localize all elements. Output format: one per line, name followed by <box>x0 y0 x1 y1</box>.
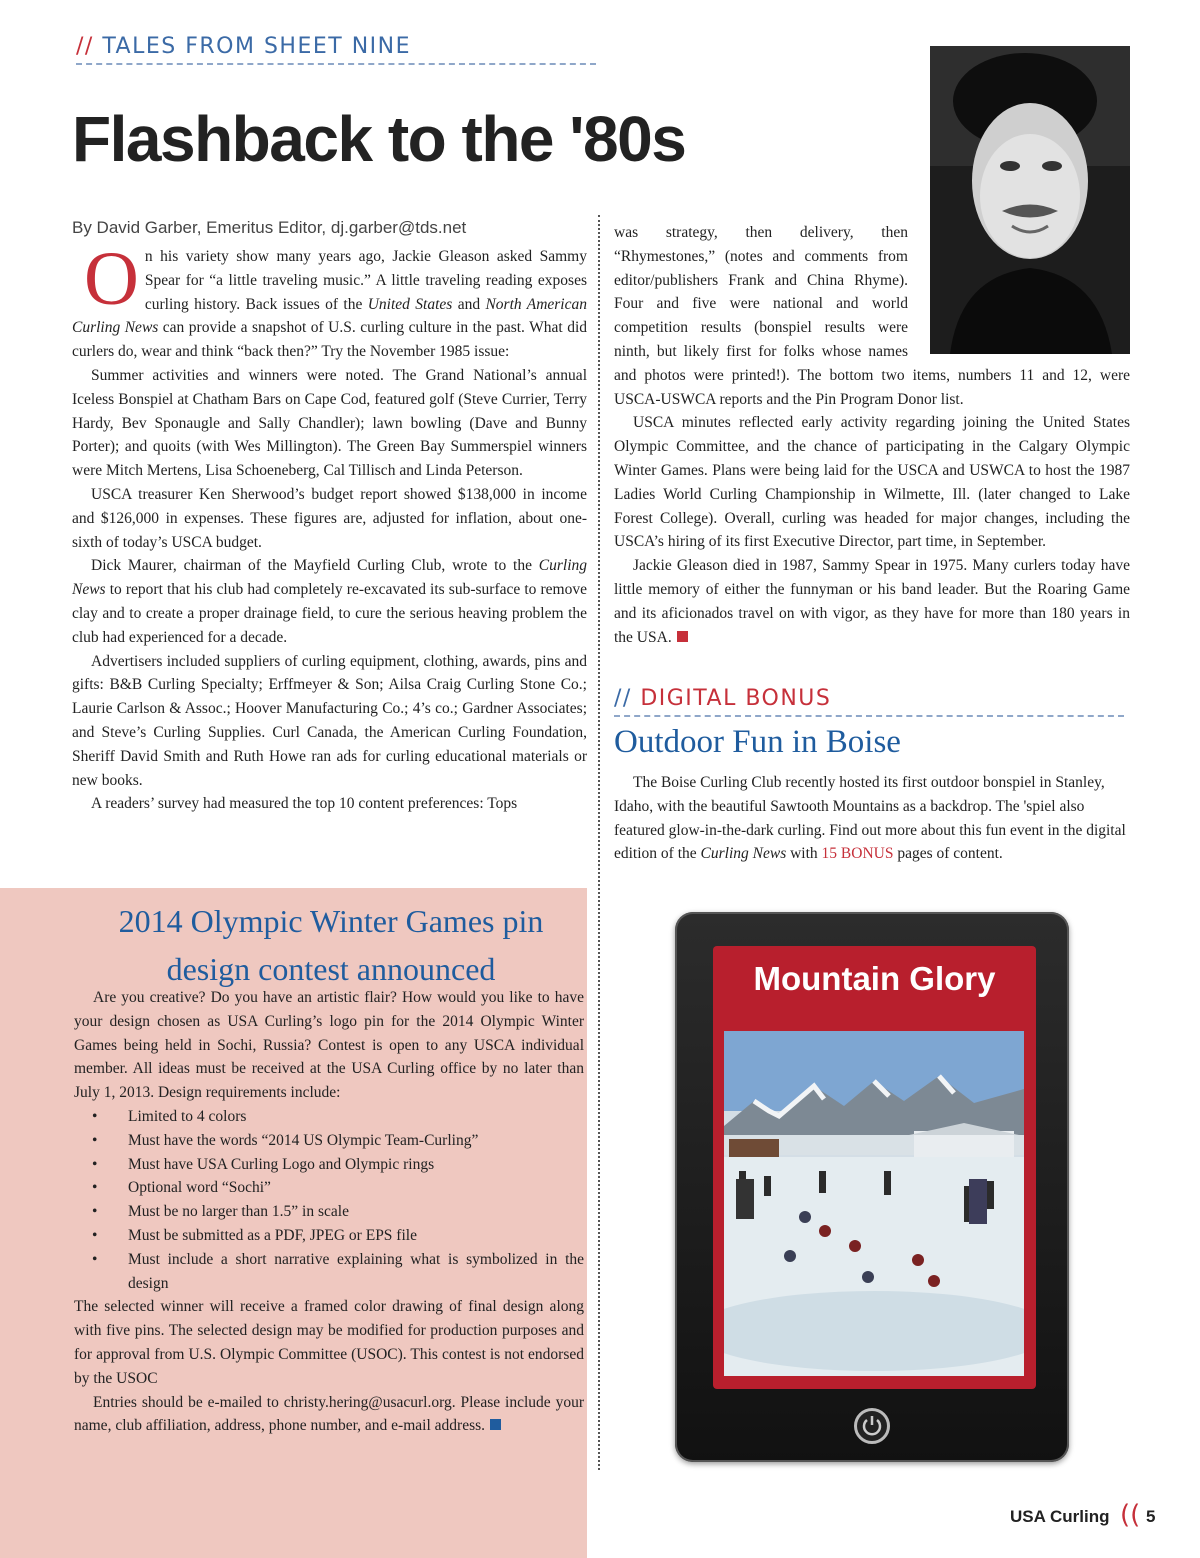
article-paragraph: Advertisers included suppliers of curling equipment, clothing, awards, pins and gifts: B&B Curling Specialty; Erffmeyer & Son; Ailsa Craig Curling Stone Co.; Laurie Carlson & Assoc.; Hoover Manufacturing Co.; 4’s co.; Gardner Associates; and Steve’s Curling Supplies. Curl Canada, the American Curling Foundation, Sheriff David Smith and Ruth Howe ran ads for curling educational materials or new books. <box>72 652 587 789</box>
byline: By David Garber, Emeritus Editor, dj.garber@tds.net <box>72 218 467 237</box>
headline: Flashback to the '80s <box>72 103 686 175</box>
list-item: • Must be no larger than 1.5” in scale <box>74 1200 584 1224</box>
bonus-kicker <box>614 686 1124 717</box>
bonus-link[interactable]: 15 BONUS <box>821 845 894 863</box>
article-paragraph: Jackie Gleason died in 1987, Sammy Spear in 1975. Many curlers today have little memory of either the funnyman or his band leader. But the Roaring Game and its aficionados travel on with vigor, as they have for more than 180 years in the USA. <box>614 557 1130 646</box>
sidebar-paragraph: Are you creative? Do you have an artistic flair? How would you like to have your design chosen as USA Curling’s logo pin for the 2014 Olympic Winter Games being held in Sochi, Russia? Contest is open to any USCA individual member. All ideas must be received at the USA Curling office by no later than July 1, 2013. Design requirements include: <box>74 989 584 1102</box>
tablet-screen-title: Mountain Glory <box>753 960 996 997</box>
kicker-label: TALES FROM SHEET NINE <box>102 34 411 59</box>
article-column-2 <box>614 221 1130 649</box>
curling-photo <box>724 1031 1024 1376</box>
list-item: • Must be submitted as a PDF, JPEG or EPS file <box>74 1224 584 1248</box>
list-item: • Must include a short narrative explaining what is symbolized in the design <box>74 1248 584 1296</box>
article-paragraph: On his variety show many years ago, Jackie Gleason asked Sammy Spear for “a little traveling music.” A little traveling reading exposes curling history. Back issues of the United States and North American Curling News can provide a snapshot of U.S. curling culture in the past. What did curlers do, wear and think “back then?” Try the November 1985 issue: <box>72 237 587 361</box>
article-paragraph: USCA minutes reflected early activity regarding joining the United States Olympic Committee, and the chance of participating in the Calgary Olympic Winter Games. Plans were being laid for the USCA and USWCA to host the 1987 Ladies World Curling Championship in Wilmette, Ill. (later changed to Lake Forest College). Overall, curling was headed for major changes, including the USCA’s hiring of its first Executive Director, part time, in September. <box>614 414 1130 551</box>
article-paragraph: A readers’ survey had measured the top 10 content preferences: Tops <box>91 795 518 813</box>
requirements-list <box>74 1105 584 1295</box>
kicker-label: DIGITAL BONUS <box>640 686 832 711</box>
article-column-1 <box>72 237 587 816</box>
article-paragraph: USCA treasurer Ken Sherwood’s budget report showed $138,000 in income and $126,000 in expenses. These figures are, adjusted for inflation, about one-sixth of today’s USCA budget. <box>72 485 587 551</box>
list-item: • Must have USA Curling Logo and Olympic rings <box>74 1153 584 1177</box>
power-icon[interactable] <box>854 1408 890 1444</box>
article-paragraph: was strategy, then delivery, then “Rhymestones,” (notes and comments from editor/publishers Frank and China Rhyme). Four and five were national and world competition results (bonspiel results were ninth, but likely first for folks whose names and photos were printed!). The bottom two items, numbers 11 and 12, were USCA-USWCA reports and the Pin Program Donor list. <box>614 224 1130 408</box>
bonus-title: Outdoor Fun in Boise <box>614 724 901 760</box>
end-mark <box>490 1419 501 1430</box>
drop-cap: O <box>84 237 139 321</box>
footer-mark: (( <box>1120 1500 1141 1530</box>
kicker-rule: // <box>76 34 94 59</box>
page-number: 5 <box>1146 1507 1156 1526</box>
kicker-rule: // <box>614 686 632 711</box>
sidebar-title: 2014 Olympic Winter Games pin design contest announced <box>118 903 544 987</box>
list-item: • Optional word “Sochi” <box>74 1176 584 1200</box>
article-paragraph: Summer activities and winners were noted. The Grand National’s annual Iceless Bonspiel at Chatham Bars on Cape Cod, featured golf (Steve Currier, Terry Hardy, Bev Sponaugle and Sally Chandler); lawn bowling (Dave and Bunny Porter); and quoits (with Wes Millington). The Green Bay Summerspiel winners were Mitch Mertens, Lisa Schoeneberg, Cal Tillisch and Linda Peterson. <box>72 366 587 480</box>
section-kicker <box>76 34 596 65</box>
bonus-text <box>614 771 1130 866</box>
sidebar-paragraph: The selected winner will receive a framed color drawing of final design along with five pins. The selected design may be modified for production purposes and for approval from U.S. Olympic Committee (USOC). This contest is not endorsed by the USOC <box>74 1298 584 1387</box>
article-paragraph: Dick Maurer, chairman of the Mayfield Curling Club, wrote to the Curling News to report that his club had completely re-excavated its sub-surface to remove clay and to create a proper drainage field, to cure the serious heaving problem the club had experienced for a decade. <box>72 557 587 646</box>
column-divider <box>598 215 600 1470</box>
sidebar-paragraph: Entries should be e-mailed to christy.hering@usacurl.org. Please include your name, club affiliation, address, phone number, and e-mail address. <box>74 1393 584 1435</box>
list-item: • Limited to 4 colors <box>74 1105 584 1129</box>
sidebar-body <box>74 986 584 1438</box>
bonus-paragraph: The Boise Curling Club recently hosted its first outdoor bonspiel in Stanley, Idaho, with the beautiful Sawtooth Mountains as a backdrop. The 'spiel also featured glow-in-the-dark curling. Find out more about this fun event in the digital edition of the Curling News with 15 BONUS pages of content. <box>614 774 1126 863</box>
end-mark <box>677 631 688 642</box>
list-item: • Must have the words “2014 US Olympic Team-Curling” <box>74 1129 584 1153</box>
footer-publication: USA Curling <box>1010 1507 1110 1526</box>
